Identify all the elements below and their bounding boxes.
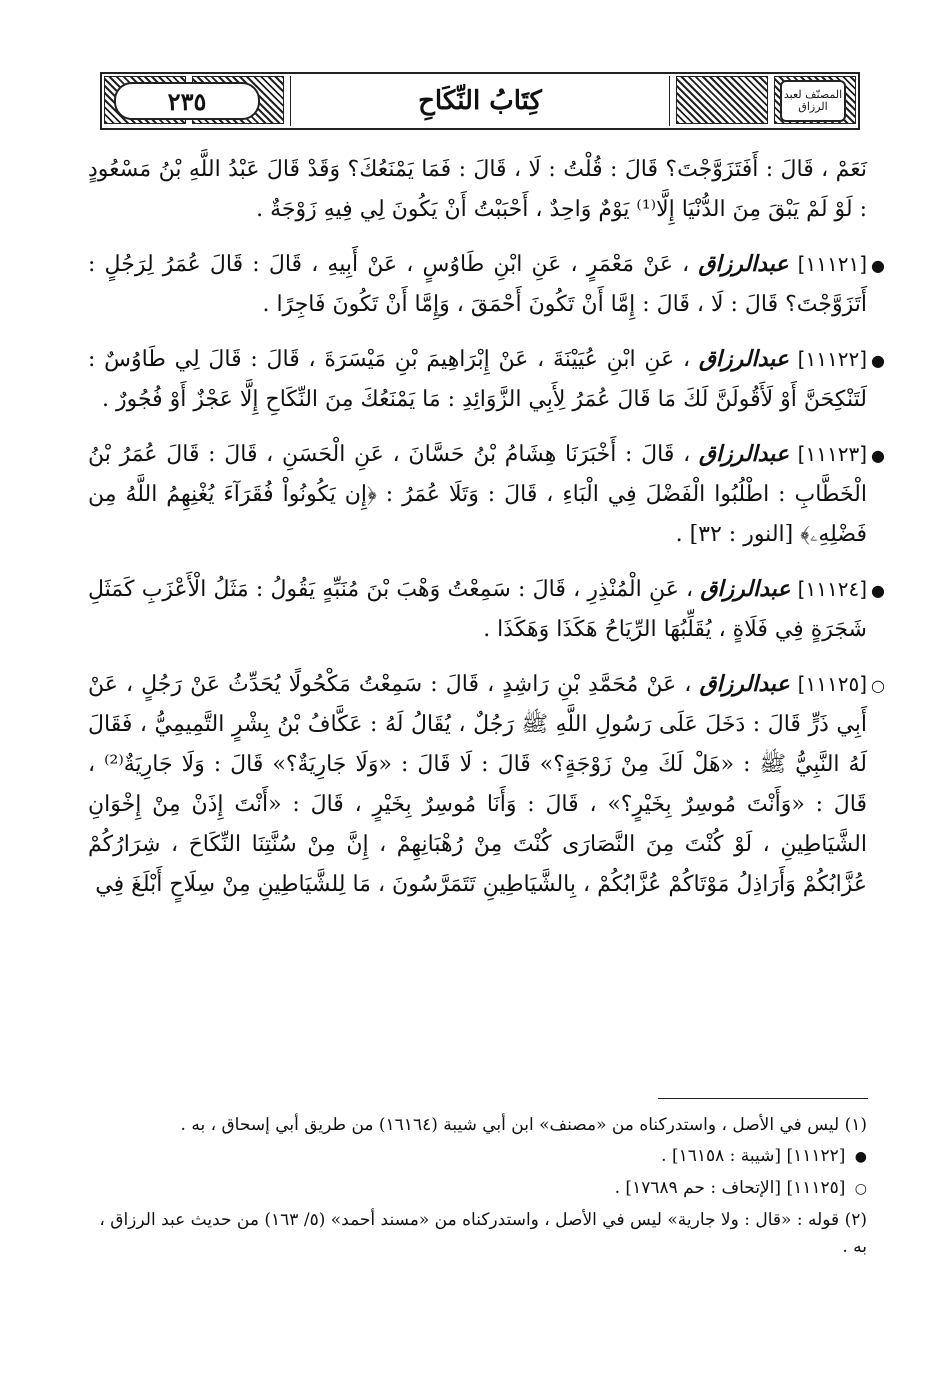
footnote-text: [١١١٢٢] [شيبة : ١٦١٥٨] . bbox=[661, 1146, 846, 1166]
hadith-11122 bbox=[88, 339, 885, 420]
filled-circle-icon: ● bbox=[871, 446, 885, 465]
book-logo: المصنّف لعبد الرزاق bbox=[780, 80, 846, 122]
footnote-text: (٢) قوله : «قال : ولا جارية» ليس في الأصل ، واستدركناه من «مسند أحمد» (٥/ ١٦٣) من حديث عبد الرزاق ، به . bbox=[99, 1210, 867, 1257]
page-number: ٢٣٥ bbox=[114, 82, 260, 120]
hadith-11121 bbox=[88, 244, 885, 325]
footnote-text: (١) ليس في الأصل ، واستدركناه من «مصنف» ابن أبي شيبة (١٦١٦٤) من طريق أبي إسحاق ، به . bbox=[180, 1115, 867, 1135]
page-header bbox=[100, 72, 860, 130]
footnotes bbox=[88, 1112, 867, 1265]
hadith-text: ، عَنِ الْمُنْذِرِ ، قَالَ : سَمِعْتُ وَهْبَ بْنَ مُنَبِّهٍ يَقُولُ : مَثَلُ الْأَعْزَبِ كَمَثَلِ شَجَرَةٍ فِي فَلَاةٍ ، يُقَلِّبُهَا الرِّيَاحُ هَكَذَا وَهَكَذَا . bbox=[88, 577, 867, 642]
footnote-divider bbox=[658, 1098, 868, 1099]
narrator-name: عبدالرزاق bbox=[700, 576, 791, 602]
filled-circle-icon: ● bbox=[854, 1149, 867, 1165]
hadith-number: [١١١٢٥] bbox=[797, 672, 868, 696]
hadith-number: [١١١٢٢] bbox=[797, 347, 868, 371]
hadith-number: [١١١٢٣] bbox=[797, 442, 867, 466]
chapter-title: كِتَابُ النِّكَاحِ bbox=[290, 76, 670, 126]
narrator-name: عبدالرزاق bbox=[698, 441, 789, 467]
hadith-number: [١١١٢٤] bbox=[797, 577, 867, 601]
hadith-text: ، قَالَ : أَخْبَرَنَا هِشَامُ بْنُ حَسَّانَ ، عَنِ الْحَسَنِ ، قَالَ : قَالَ عُمَرُ بْنُ الْخَطَّابِ : اطْلُبُوا الْفَضْلَ فِي الْبَاءِ ، قَالَ : وَتَلَا عُمَرُ : ﴿إِن يَكُونُواْ فُقَرَآءَ يُغْنِهِمُ اللَّهُ مِن فَضْلِهِۦ﴾ [النور : ٣٢] . bbox=[88, 442, 867, 547]
hadith-number: [١١١٢١] bbox=[797, 252, 867, 276]
filled-circle-icon: ● bbox=[871, 351, 885, 370]
narrator-name: عبدالرزاق bbox=[698, 251, 789, 277]
hadith-text: ، عَنْ مَعْمَرٍ ، عَنِ ابْنِ طَاوُسٍ ، عَنْ أَبِيهِ ، قَالَ : قَالَ عُمَرُ لِرَجُلٍ : أَتَزَوَّجْتَ؟ قَالَ : لَا ، قَالَ : إِمَّا أَنْ تَكُونَ أَحْمَقَ ، وَإِمَّا أَنْ تَكُونَ فَاجِرًا . bbox=[88, 252, 867, 317]
footnote-1 bbox=[88, 1112, 867, 1139]
footnote-ref-11125 bbox=[88, 1175, 867, 1203]
paragraph-text: نَعَمْ ، قَالَ : أَفَتَزَوَّجْتَ؟ قَالَ : قُلْتُ : لَا ، قَالَ : فَمَا يَمْنَعُكَ؟ وَقَدْ قَالَ عَبْدُ اللَّهِ بْنُ مَسْعُودٍ : لَوْ لَمْ يَبْقَ مِنَ الدُّنْيَا إِلَّا⁽¹⁾ يَوْمٌ وَاحِدٌ ، أَحْبَبْتُ أَنْ يَكُونَ لِي فِيهِ زَوْجَةٌ . bbox=[88, 157, 867, 222]
filled-circle-icon: ● bbox=[871, 256, 885, 275]
hadith-11123 bbox=[88, 434, 885, 555]
hadith-11125 bbox=[88, 664, 885, 905]
filled-circle-icon: ● bbox=[871, 581, 885, 600]
footnote-2 bbox=[88, 1207, 867, 1261]
hadith-text: ، عَنِ ابْنِ عُيَيْنَةَ ، عَنْ إِبْرَاهِيمَ بْنِ مَيْسَرَةَ ، قَالَ : قَالَ لِي طَاوُسٌ : لَتَنْكِحَنَّ أَوْ لَأَقُولَنَّ لَكَ مَا قَالَ عُمَرُ لِأَبِي الزَّوَائِدِ : مَا يَمْنَعُكَ مِنَ النِّكَاحِ إِلَّا عَجْزٌ أَوْ فُجُورٌ . bbox=[88, 347, 867, 412]
header-ornament-right-inner bbox=[676, 76, 768, 124]
hollow-circle-icon: ○ bbox=[871, 676, 885, 695]
paragraph-continued bbox=[88, 150, 867, 230]
footnote-text: [١١١٢٥] [الإتحاف : حم ١٧٦٨٩] . bbox=[614, 1178, 846, 1198]
hadith-text: ، عَنْ مُحَمَّدِ بْنِ رَاشِدٍ ، قَالَ : سَمِعْتُ مَكْحُولًا يُحَدِّثُ عَنْ رَجُلٍ ، عَنْ أَبِي ذَرٍّ قَالَ : دَخَلَ عَلَى رَسُولِ اللَّهِ ﷺ رَجُلٌ ، يُقَالُ لَهُ : عَكَّافُ بْنُ بِشْرٍ التَّمِيمِيُّ ، فَقَالَ لَهُ النَّبِيُّ ﷺ : «هَلْ لَكَ مِنْ زَوْجَةٍ؟» قَالَ : لَا قَالَ : «وَلَا جَارِيَةٌ؟» قَالَ : وَلَا جَارِيَةٌ⁽²⁾ ، قَالَ : «وَأَنْتَ مُوسِرٌ بِخَيْرٍ؟» ، قَالَ : وَأَنَا مُوسِرٌ بِخَيْرٍ ، قَالَ : «أَنْتَ إِذَنْ مِنْ إِخْوَانِ الشَّيَاطِينِ ، لَوْ كُنْتَ مِنَ النَّصَارَى كُنْتَ مِنْ رُهْبَانِهِمْ ، إِنَّ مِنْ سُنَّتِنَا النِّكَاحَ ، شِرَارُكُمْ عُزَّابُكُمْ وَأَرَاذِلُ مَوْتَاكُمْ عُزَّابُكُمْ ، بِالشَّيَاطِينِ تَتَمَرَّسُونَ ، مَا لِلشَّيَاطِينِ مِنْ سِلَاحٍ أَبْلَغَ فِي bbox=[88, 672, 868, 897]
narrator-name: عبدالرزاق bbox=[698, 346, 789, 372]
hollow-circle-icon: ○ bbox=[854, 1181, 867, 1197]
hadith-11124 bbox=[88, 569, 885, 650]
narrator-name: عبدالرزاق bbox=[699, 671, 790, 697]
main-text bbox=[88, 150, 885, 919]
footnote-ref-11122 bbox=[88, 1143, 867, 1171]
